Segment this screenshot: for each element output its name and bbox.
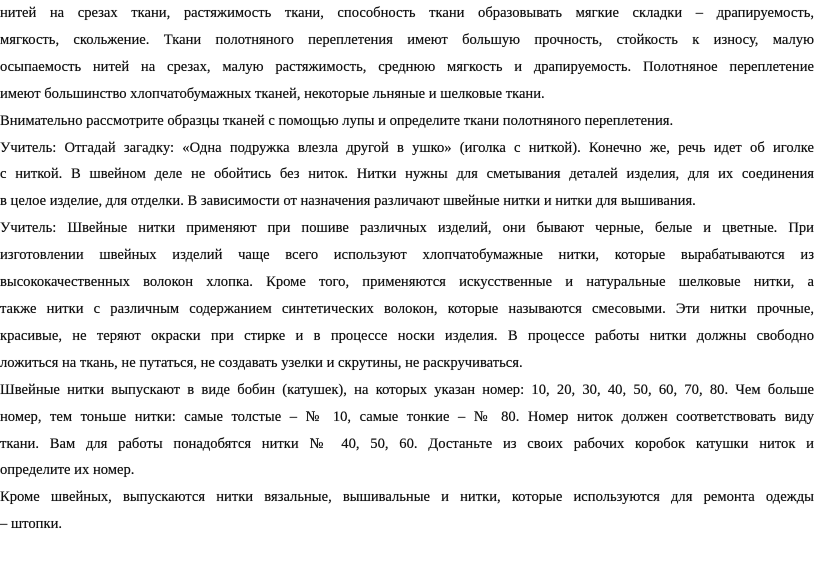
text-line: мягкость, скольжение. Ткани полотняного переплетения имеют большую прочность, стойкость к износу, малую: [0, 31, 814, 48]
text-line: определите их номер.: [0, 462, 135, 479]
text-line: Учитель: Швейные нитки применяют при пошиве различных изделий, они бывают черные, белые и цветные. При: [0, 220, 814, 237]
text-line: имеют большинство хлопчатобумажных тканей, некоторые льняные и шелковые ткани.: [0, 85, 545, 102]
paragraph: [0, 0, 814, 108]
text-line: красивые, не теряют окраски при стирке и в процессе носки изделия. В процессе работы нитки должны свободно: [0, 327, 814, 344]
text-line: ткани. Вам для работы понадобятся нитки № 40, 50, 60. Достаньте из своих рабочих коробок катушки ниток и: [0, 435, 814, 452]
text-line: Швейные нитки выпускают в виде бобин (катушек), на которых указан номер: 10, 20, 30, 40, 50, 60, 70, 80. Чем больше: [0, 381, 814, 398]
text-line: изготовлении швейных изделий чаще всего используют хлопчатобумажные нитки, которые вырабатываются из: [0, 247, 814, 264]
text-line: осыпаемость нитей на срезах, малую растяжимость, среднюю мягкость и драпируемость. Полотняное переплетение: [0, 58, 814, 75]
paragraph: [0, 484, 814, 538]
text-line: высококачественных волокон хлопка. Кроме того, применяются искусственные и натуральные шелковые нитки, а: [0, 274, 814, 291]
text-line: в целое изделие, для отделки. В зависимости от назначения различают швейные нитки и нитки для вышивания.: [0, 193, 696, 210]
paragraph: [0, 108, 814, 135]
text-line: нитей на срезах ткани, растяжимость ткани, способность ткани образовывать мягкие складки – драпируемость,: [0, 5, 814, 21]
text-line: – штопки.: [0, 516, 63, 533]
paragraph: [0, 135, 814, 216]
paragraph: [0, 377, 814, 485]
text-line: номер, тем тоньше нитки: самые толстые – № 10, самые тонкие – № 80. Номер ниток должен соответствовать виду: [0, 408, 814, 425]
text-line: также нитки с различным содержанием синтетических волокон, которые называются смесовыми. Эти нитки прочные,: [0, 300, 814, 317]
text-line: с ниткой. В швейном деле не обойтись без ниток. Нитки нужны для сметывания деталей изделия, для их соединения: [0, 166, 814, 183]
text-line: Учитель: Отгадай загадку: «Одна подружка влезла другой в ушко» (иголка с ниткой). Конечно же, речь идет об иголке: [0, 139, 814, 156]
text-line: Кроме швейных, выпускаются нитки вязальные, вышивальные и нитки, которые используются для ремонта одежды: [0, 489, 814, 506]
text-line: Внимательно рассмотрите образцы тканей с помощью лупы и определите ткани полотняного переплетения.: [0, 112, 674, 129]
paragraph: [0, 215, 814, 376]
text-line: ложиться на ткань, не путаться, не создавать узелки и скрутины, не раскручиваться.: [0, 354, 523, 371]
